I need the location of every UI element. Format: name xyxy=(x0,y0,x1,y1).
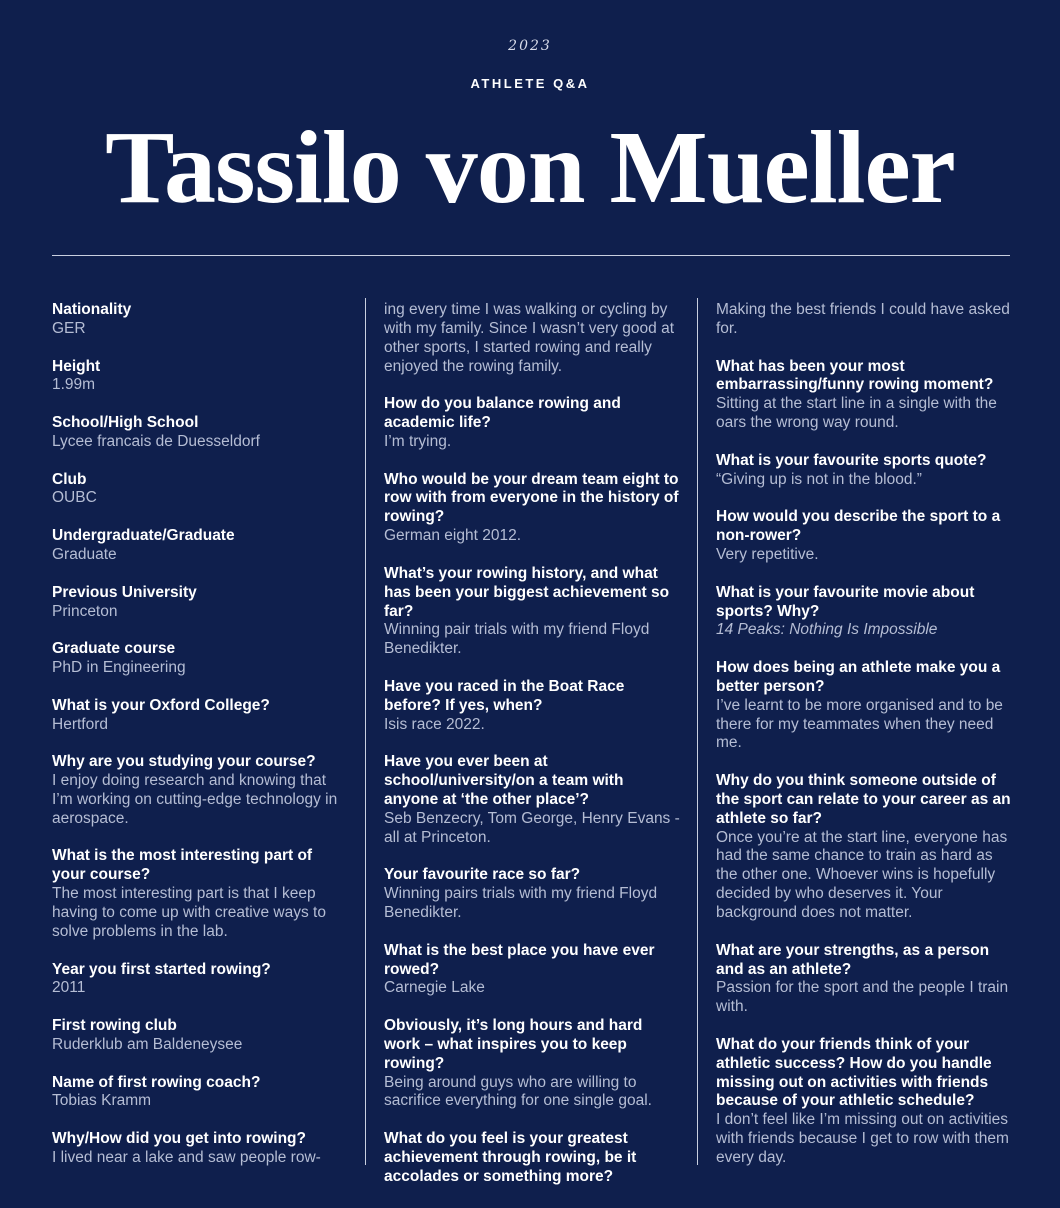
answer: Isis race 2022. xyxy=(384,715,485,733)
question: How would you describe the sport to a non-rower? xyxy=(716,508,1001,545)
qa-item xyxy=(52,961,348,999)
question: Why do you think someone outside of the sport can relate to your career as an athlete so far? xyxy=(716,772,1011,827)
qa-column-1 xyxy=(52,301,348,1187)
answer: The most interesting part is that I keep having to come up with creative ways to solve problems in the lab. xyxy=(52,885,326,940)
question: Previous University xyxy=(52,583,197,601)
question: Who would be your dream team eight to row with from everyone in the history of rowing? xyxy=(384,470,679,526)
question: Why/How did you get into rowing? xyxy=(52,1130,306,1148)
question: What is your Oxford College? xyxy=(52,696,270,714)
qa-item xyxy=(384,395,680,452)
qa-item xyxy=(52,414,348,452)
qa-item xyxy=(716,659,1012,753)
qa-item xyxy=(52,847,348,941)
qa-item xyxy=(384,753,680,847)
answer: I’ve learnt to be more organised and to be there for my teammates when they need me. xyxy=(716,696,1003,752)
answer-continuation: Making the best friends I could have asked for. xyxy=(716,301,1010,337)
qa-item xyxy=(52,1074,348,1112)
question: Year you first started rowing? xyxy=(52,960,271,978)
qa-item xyxy=(384,678,680,735)
section-kicker: ATHLETE Q&A xyxy=(470,76,590,91)
qa-item xyxy=(716,358,1012,433)
answer: Lycee francais de Duesseldorf xyxy=(52,432,260,450)
answer: Winning pairs trials with my friend Floyd Benedikter. xyxy=(384,885,658,921)
question: Have you ever been at school/university/on a team with anyone at ‘the other place’? xyxy=(384,753,624,808)
qa-item xyxy=(52,1130,348,1168)
question: What has been your most embarrassing/funny rowing moment? xyxy=(716,357,994,394)
qa-item xyxy=(384,1017,680,1111)
qa-item xyxy=(716,942,1012,1017)
qa-item xyxy=(52,584,348,622)
question: Nationality xyxy=(52,301,132,318)
answer-continuation: ing every time I was walking or cycling by with my family. Since I wasn’t very good at other sports, I started rowing and really enjoyed the rowing family. xyxy=(384,301,675,375)
answer: Tobias Kramm xyxy=(52,1092,152,1110)
answer: Seb Benzecry, Tom George, Henry Evans - all at Princeton. xyxy=(384,809,680,846)
answer: Sitting at the start line in a single with the oars the wrong way round. xyxy=(716,395,997,432)
question: What is your favourite movie about sports? Why? xyxy=(716,583,975,620)
answer: Hertford xyxy=(52,715,108,733)
question: What do your friends think of your athletic success? How do you handle missing out on activities with friends because of your athletic schedule? xyxy=(716,1035,992,1110)
question: Have you raced in the Boat Race before? If yes, when? xyxy=(384,677,625,714)
qa-item xyxy=(716,1036,1012,1168)
answer: “Giving up is not in the blood.” xyxy=(716,470,922,488)
question: How does being an athlete make you a better person? xyxy=(716,659,1001,695)
answer: I’m trying. xyxy=(384,432,452,450)
answer: PhD in Engineering xyxy=(52,659,186,677)
question: What is the most interesting part of your course? xyxy=(52,847,313,884)
athlete-name-title: Tassilo von Mueller xyxy=(105,110,955,225)
qa-item xyxy=(52,640,348,678)
question: How do you balance rowing and academic life? xyxy=(384,395,621,432)
answer: Carnegie Lake xyxy=(384,979,485,997)
qa-item xyxy=(716,508,1012,565)
qa-item xyxy=(384,1130,680,1187)
column-divider xyxy=(365,298,366,1165)
answer: I enjoy doing research and knowing that I’m working on cutting-edge technology in aerospace. xyxy=(52,772,338,827)
question: School/High School xyxy=(52,414,199,432)
question: What is the best place you have ever rowed? xyxy=(384,941,655,978)
qa-item xyxy=(384,565,680,659)
qa-item xyxy=(52,753,348,828)
answer: Very repetitive. xyxy=(716,545,819,563)
answer: GER xyxy=(52,319,86,337)
answer: OUBC xyxy=(52,489,97,507)
answer: 14 Peaks: Nothing Is Impossible xyxy=(716,621,938,639)
answer: Ruderklub am Baldeneysee xyxy=(52,1035,243,1053)
question: First rowing club xyxy=(52,1017,177,1035)
qa-item xyxy=(716,452,1012,490)
year-label: 2023 xyxy=(508,38,552,54)
question: Club xyxy=(52,470,87,488)
qa-item xyxy=(52,1017,348,1055)
answer: Being around guys who are willing to sacrifice everything for one single goal. xyxy=(384,1073,652,1110)
question: What do you feel is your greatest achievement through rowing, be it accolades or something more? xyxy=(384,1130,637,1185)
qa-item xyxy=(52,358,348,396)
question: What’s your rowing history, and what has been your biggest achievement so far? xyxy=(384,564,670,620)
question: Undergraduate/Graduate xyxy=(52,527,235,545)
qa-item xyxy=(52,697,348,735)
answer: I lived near a lake and saw people row- xyxy=(52,1148,321,1166)
answer: German eight 2012. xyxy=(384,527,522,545)
column-divider xyxy=(697,298,698,1165)
question: Why are you studying your course? xyxy=(52,753,316,771)
answer: Winning pair trials with my friend Floyd Benedikter. xyxy=(384,621,650,658)
qa-column-2 xyxy=(384,301,680,1206)
question: What is your favourite sports quote? xyxy=(716,451,987,469)
answer: 1.99m xyxy=(52,376,96,394)
answer: Passion for the sport and the people I train with. xyxy=(716,979,1009,1016)
answer: 2011 xyxy=(52,979,86,997)
answer: Princeton xyxy=(52,602,118,620)
answer: I don’t feel like I’m missing out on activities with friends because I get to row with them every day. xyxy=(716,1111,1009,1166)
question: Height xyxy=(52,357,101,375)
qa-item xyxy=(52,301,348,339)
question: What are your strengths, as a person and as an athlete? xyxy=(716,941,990,978)
question: Obviously, it’s long hours and hard work – what inspires you to keep rowing? xyxy=(384,1017,643,1072)
qa-item xyxy=(384,942,680,999)
qa-item xyxy=(52,471,348,509)
qa-item xyxy=(52,527,348,565)
qa-item xyxy=(384,471,680,546)
header-divider xyxy=(52,255,1010,256)
answer: Graduate xyxy=(52,545,117,563)
question: Name of first rowing coach? xyxy=(52,1073,261,1091)
qa-item xyxy=(716,772,1012,923)
question: Graduate course xyxy=(52,640,176,658)
qa-column-3 xyxy=(716,301,1012,1187)
qa-item xyxy=(384,866,680,923)
question: Your favourite race so far? xyxy=(384,866,581,884)
qa-item xyxy=(716,584,1012,641)
answer: Once you’re at the start line, everyone has had the same chance to train as hard as the other one. Whoever wins is hopefully decided by who deserves it. Your background does not matter. xyxy=(716,828,1008,921)
